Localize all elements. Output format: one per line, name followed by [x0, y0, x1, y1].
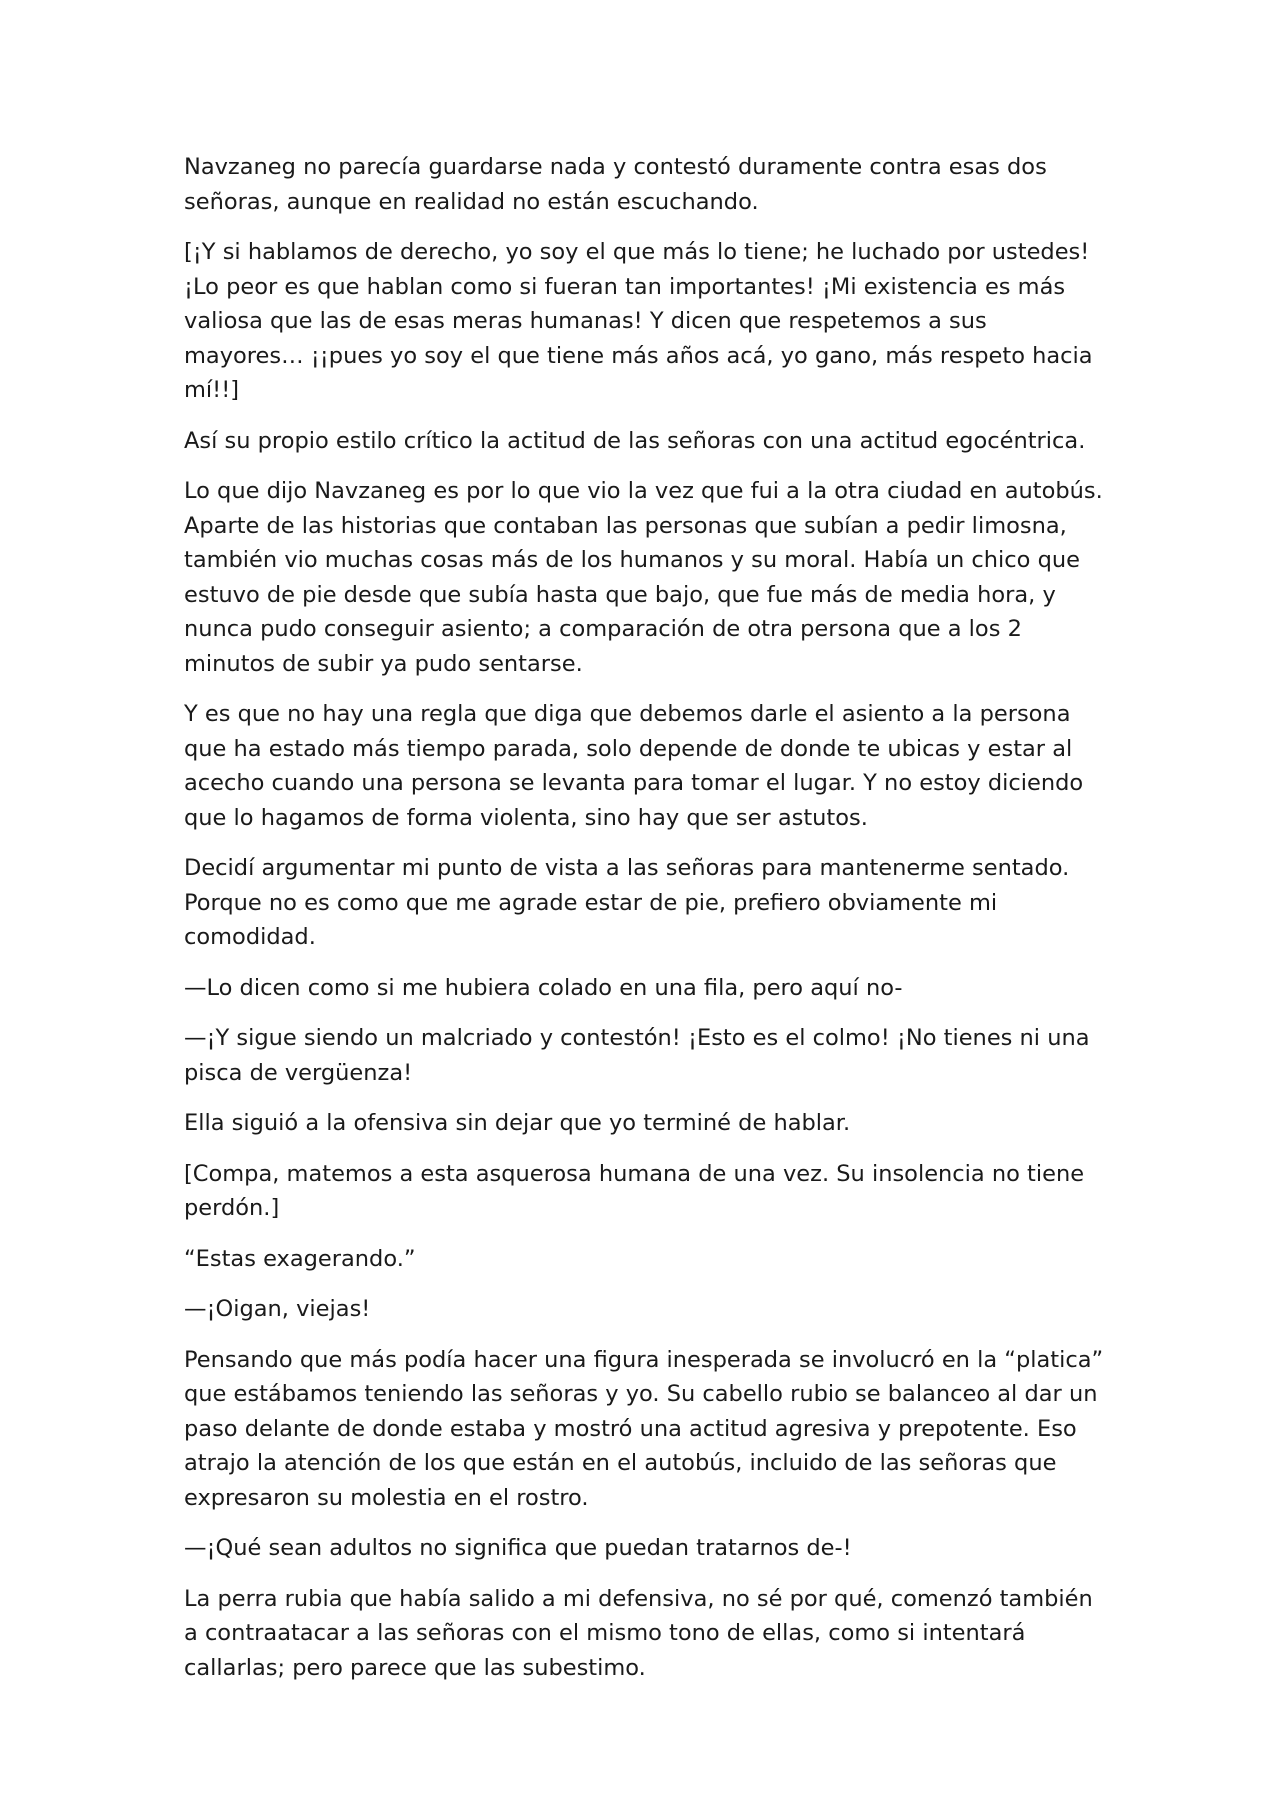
paragraph: Así su propio estilo crítico la actitud de las señoras con una actitud egocéntrica. [184, 427, 1086, 454]
paragraph: [¡Y si hablamos de derecho, yo soy el que más lo tiene; he luchado por ustedes! ¡Lo peor es que hablan como si fueran tan importantes! ¡Mi existencia es más valiosa que las de esas meras humanas! Y dicen que respetemos a sus mayores… ¡¡pues yo soy el que tiene más años acá, yo gano, más respeto hacia mí!!] [184, 239, 1093, 403]
paragraph: [Compa, matemos a esta asquerosa humana de una vez. Su insolencia no tiene perdón.] [184, 1160, 1085, 1221]
document-body [184, 150, 1104, 1701]
dialogue-line: —¡Qué sean adultos no significa que puedan tratarnos de-! [184, 1535, 852, 1561]
paragraph: Decidí argumentar mi punto de vista a las señoras para mantenerme sentado. Porque no es como que me agrade estar de pie, prefiero obviamente mi comodidad. [184, 855, 1070, 950]
paragraph: Navzaneg no parecía guardarse nada y contestó duramente contra esas dos señoras, aunque en realidad no están escuchando. [184, 154, 1047, 215]
dialogue-line: —¡Y sigue siendo un malcriado y contestón! ¡Esto es el colmo! ¡No tienes ni una pisca de vergüenza! [184, 1025, 1090, 1086]
dialogue-line: —¡Oigan, viejas! [184, 1296, 371, 1322]
paragraph: Y es que no hay una regla que diga que debemos darle el asiento a la persona que ha estado más tiempo parada, solo depende de donde te ubicas y estar al acecho cuando una persona se levanta para tomar el lugar. Y no estoy diciendo que lo hagamos de forma violenta, sino hay que ser astutos. [184, 701, 1084, 831]
paragraph: “Estas exagerando.” [184, 1245, 416, 1272]
dialogue-line: —Lo dicen como si me hubiera colado en una fila, pero aquí no- [184, 974, 903, 1001]
paragraph: Lo que dijo Navzaneg es por lo que vio la vez que fui a la otra ciudad en autobús. Aparte de las historias que contaban las personas que subían a pedir limosna, también vio muchas cosas más de los humanos y su moral. Había un chico que estuvo de pie desde que subía hasta que bajo, que fue más de media hora, y nunca pudo conseguir asiento; a comparación de otra persona que a los 2 minutos de subir ya pudo sentarse. [184, 478, 1103, 677]
paragraph: Ella siguió a la ofensiva sin dejar que yo terminé de hablar. [184, 1110, 851, 1136]
paragraph: Pensando que más podía hacer una figura inesperada se involucró en la “platica” que estábamos teniendo las señoras y yo. Su cabello rubio se balanceo al dar un paso delante de donde estaba y mostró una actitud agresiva y prepotente. Eso atrajo la atención de los que están en el autobús, incluido de las señoras que expresaron su molestia en el rostro. [184, 1346, 1104, 1511]
paragraph: La perra rubia que había salido a mi defensiva, no sé por qué, comenzó también a contraatacar a las señoras con el mismo tono de ellas, como si intentará callarlas; pero parece que las subestimo. [184, 1585, 1093, 1681]
